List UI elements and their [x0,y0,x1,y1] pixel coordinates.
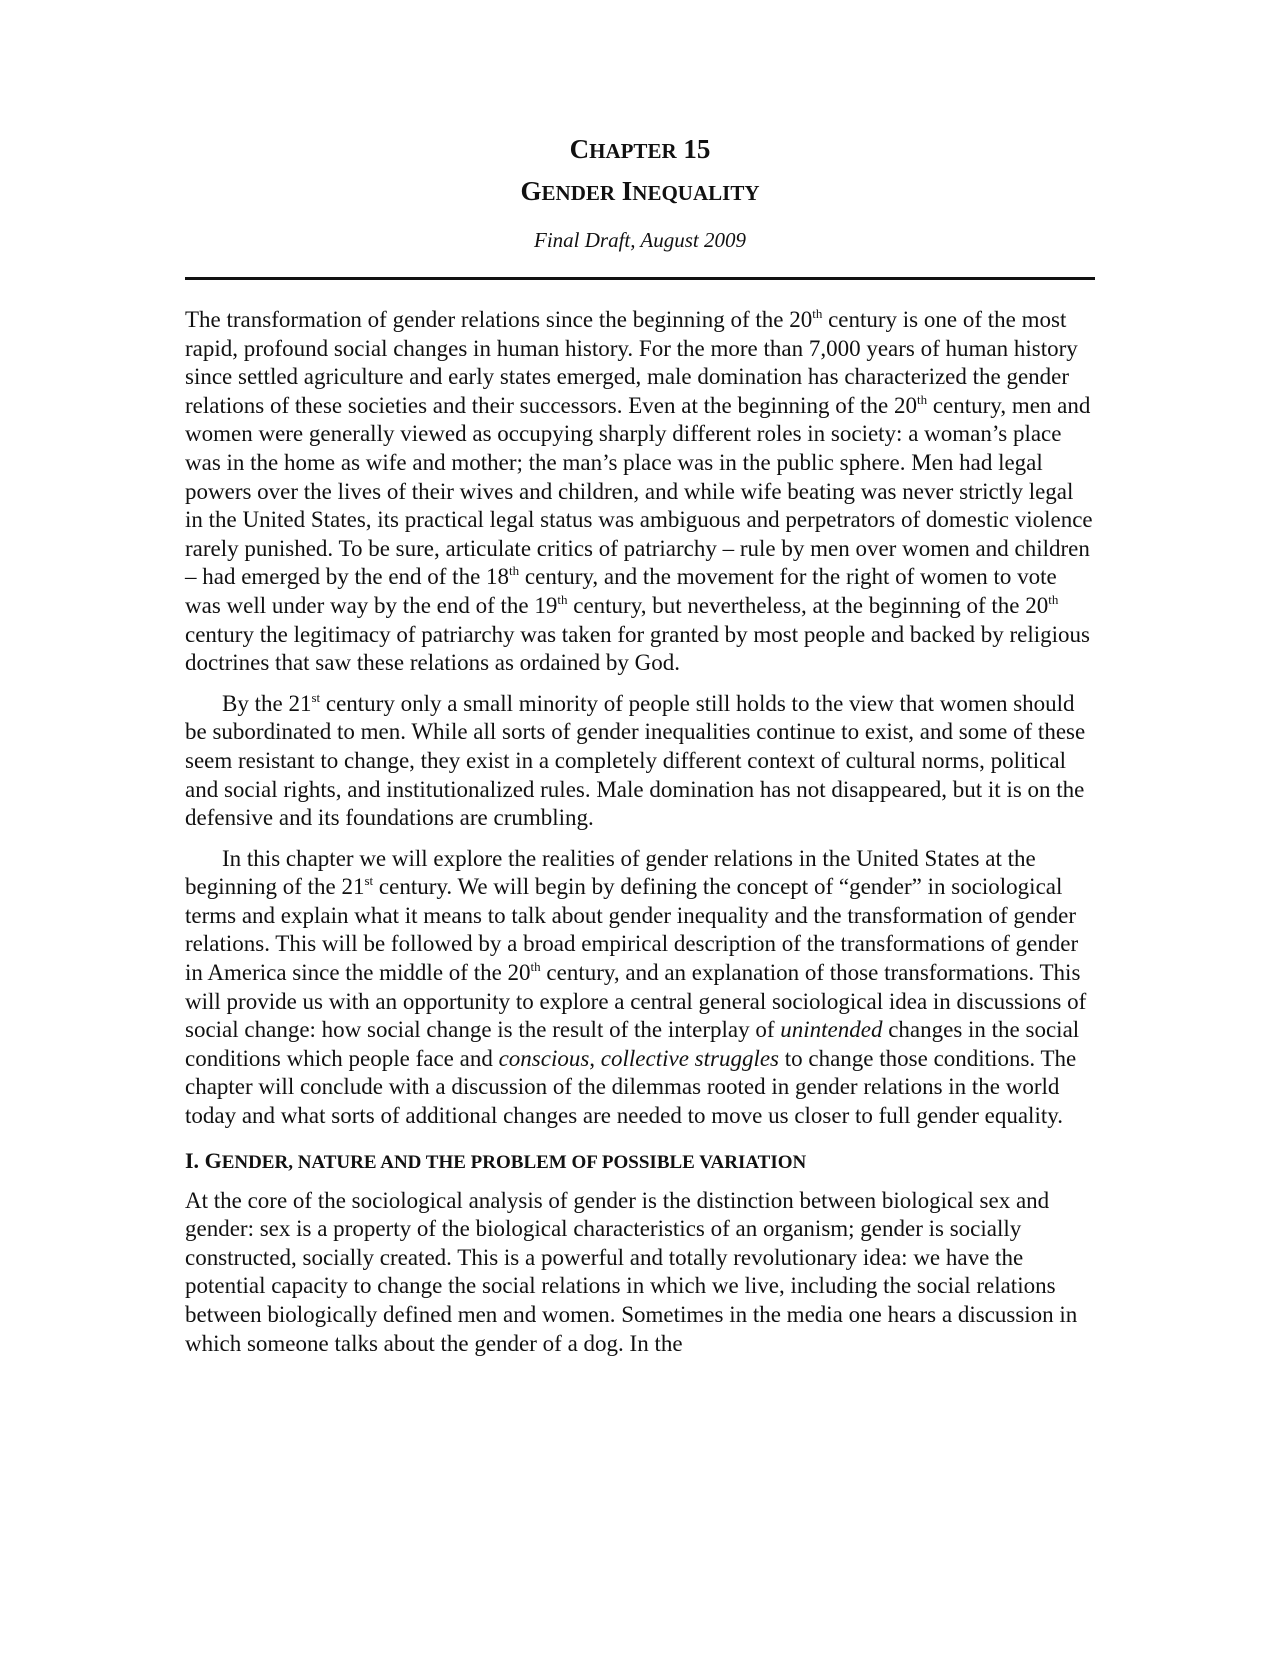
title-word2-first: I [621,176,633,206]
body-text [185,306,1095,1358]
draft-note: Final Draft, August 2009 [534,228,746,252]
p3-emphasis-struggles: conscious, collective struggles [498,1045,779,1071]
p1-sup-a: th [812,306,823,321]
chapter-label [185,129,1095,171]
p1-text-f: century the legitimacy of patriarchy was taken for granted by most people and backed by religious doctrines that saw these relations as ordained by God. [185,621,1090,676]
p1-sup-b: th [916,391,928,407]
paragraph-3 [185,845,1095,1131]
p1-sup-c: th [509,563,520,579]
section-rest: ENDER, NATURE AND THE PROBLEM OF POSSIBLE VARIATION [221,1151,807,1173]
p3-sup-b: th [530,959,541,975]
chapter-number: 15 [683,134,711,164]
p3-text-b: century. We will begin by defining the concept of “gender” in sociological terms and explain what it means to talk about gender inequality and the transformation of gender relations. This will be followed by a broad empirical description of the transformations of gender in America since the middle of the 20 [185,874,1079,986]
p3-text-e: to change those conditions. The chapter will conclude with a discussion of the dilemmas rooted in gender relations in the world today and what sorts of additional changes are needed to move us closer to full gender equality. [185,1045,1077,1129]
p1-sup-e: th [1048,591,1059,607]
p1-text-e: century, but nevertheless, at the beginning of the 20 [567,592,1049,618]
section-heading [185,1147,1095,1177]
p1-text-d: century, and the movement for the right of women to vote was well under way by the end of the 19 [185,564,1057,618]
chapter-title [185,171,1095,213]
header-rule [185,277,1095,280]
paragraph-1 [185,306,1095,678]
title-word1-rest: ENDER [541,181,616,205]
chapter-first-letter: C [569,134,590,164]
p3-emphasis-unintended: unintended [780,1017,883,1043]
chapter-header [185,129,1095,255]
p3-text-d: changes in the social conditions which people face and [185,1017,1080,1071]
p1-text-a: The transformation of gender relations since the beginning of the 20 [185,307,813,332]
p2-text-b: century only a small minority of people still holds to the view that women should be subordinated to men. While all sorts of gender inequalities continue to exist, and some of these seem resistant to change, they exist in a completely different context of cultural norms, political and social rights, and institutionalized rules. Male domination has not disappeared, but it is on the defensive and its foundations are crumbling. [185,690,1086,831]
p2-sup-a: st [311,689,321,705]
p2-text-a: By the 21 [222,690,312,716]
section-first-letter: G [204,1147,222,1173]
title-word1-first: G [520,176,542,206]
p3-text-a: In this chapter we will explore the realities of gender relations in the United States at the beginning of the 21 [185,845,1036,900]
paragraph-2 [185,690,1095,833]
p3-text-c: century, and an explanation of those transformations. This will provide us with an opportunity to explore a central general sociological idea in discussions of social change: how social change is the result of the interplay of [185,960,1087,1043]
p1-text-b: century is one of the most rapid, profound social changes in human history. For the more than 7,000 years of human history since settled agriculture and early states emerged, male domination has characterized the gender relations of these societies and their successors. Even at the beginning of the 20 [185,307,1078,418]
p1-text-c: century, men and women were generally viewed as occupying sharply different roles in society: a woman’s place was in the home as wife and mother; the man’s place was in the public sphere. Men had legal powers over the lives of their wives and children, and while wife beating was never strictly legal in the United States, its practical legal status was ambiguous and perpetrators of domestic violence rarely punished. To be sure, articulate critics of patriarchy – rule by men over women and children – had emerged by the end of the 18 [185,392,1093,590]
paragraph-4: At the core of the sociological analysis of gender is the distinction between biological sex and gender: sex is a property of the biological characteristics of an organism; gender is socially constructed, socially created. This is a powerful and totally revolutionary idea: we have the potential capacity to change the social relations in which we live, including the social relations between biologically defined men and women. Sometimes in the media one hears a discussion in which someone talks about the gender of a dog. In the [185,1187,1078,1356]
document-page [185,0,1095,1370]
chapter-rest-letters: HAPTER [589,139,677,163]
p3-sup-a: st [364,873,374,889]
section-number: I. [185,1147,205,1173]
title-word2-rest: NEQUALITY [632,181,760,205]
p1-sup-d: th [557,591,568,607]
